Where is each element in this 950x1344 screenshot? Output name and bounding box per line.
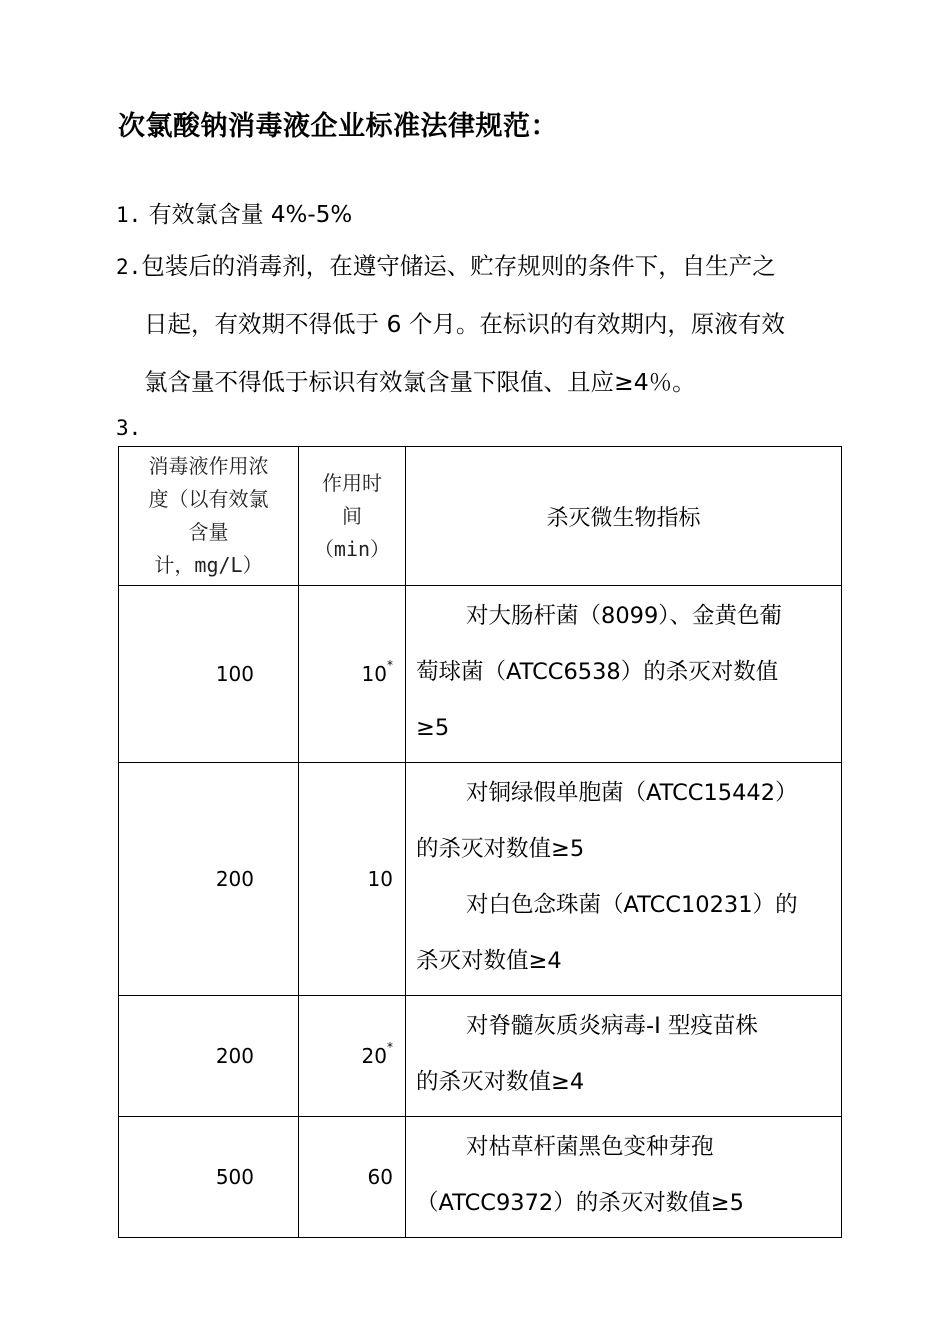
page-title: 次氯酸钠消毒液企业标准法律规范： [118, 111, 558, 142]
cell-description: 对铜绿假单胞菌（ATCC15442） 的杀灭对数值≥5 对白色念珠菌（ATCC10231）的 杀灭对数值≥4 [406, 763, 842, 996]
header-concentration: 消毒液作用浓 度（以有效氯 含量 计，mg/L） [119, 447, 299, 586]
list-item-number: 1. [116, 203, 142, 227]
cell-description: 对枯草杆菌黑色变种芽孢 （ATCC9372）的杀灭对数值≥5 [406, 1117, 842, 1238]
cell-time: 10* [299, 586, 406, 763]
cell-concentration: 200 [119, 996, 299, 1117]
table-row [119, 1117, 842, 1238]
table-header-row [119, 447, 842, 586]
list-item-line: 氯含量不得低于标识有效氯含量下限值、且应≥4％。 [144, 368, 696, 396]
table-row [119, 586, 842, 763]
table-row [119, 763, 842, 996]
cell-concentration: 500 [119, 1117, 299, 1238]
header-microbe-indicator: 杀灭微生物指标 [406, 447, 842, 586]
cell-description: 对大肠杆菌（8099）、金黄色葡 萄球菌（ATCC6538）的杀灭对数值 ≥5 [406, 586, 842, 763]
list-item-2 [116, 246, 856, 420]
list-item-1 [116, 196, 352, 229]
list-item-text: 有效氯含量 4%-5% [148, 202, 353, 228]
list-item-3-number: 3. [116, 416, 142, 440]
cell-concentration: 200 [119, 763, 299, 996]
cell-time: 10 [299, 763, 406, 996]
list-item-line: 2.包装后的消毒剂，在遵守储运、贮存规则的条件下，自生产之 [116, 252, 776, 280]
asterisk-mark: * [387, 1040, 393, 1054]
disinfection-spec-table [118, 446, 842, 1238]
cell-time: 60 [299, 1117, 406, 1238]
cell-description: 对脊髓灰质炎病毒-Ⅰ 型疫苗株 的杀灭对数值≥4 [406, 996, 842, 1117]
asterisk-mark: * [387, 658, 393, 672]
list-item-number: 2. [116, 255, 142, 279]
cell-time: 20* [299, 996, 406, 1117]
table-row [119, 996, 842, 1117]
list-item-line: 日起，有效期不得低于 6 个月。在标识的有效期内，原液有效 [144, 310, 785, 338]
cell-concentration: 100 [119, 586, 299, 763]
header-time: 作用时 间 （min） [299, 447, 406, 586]
